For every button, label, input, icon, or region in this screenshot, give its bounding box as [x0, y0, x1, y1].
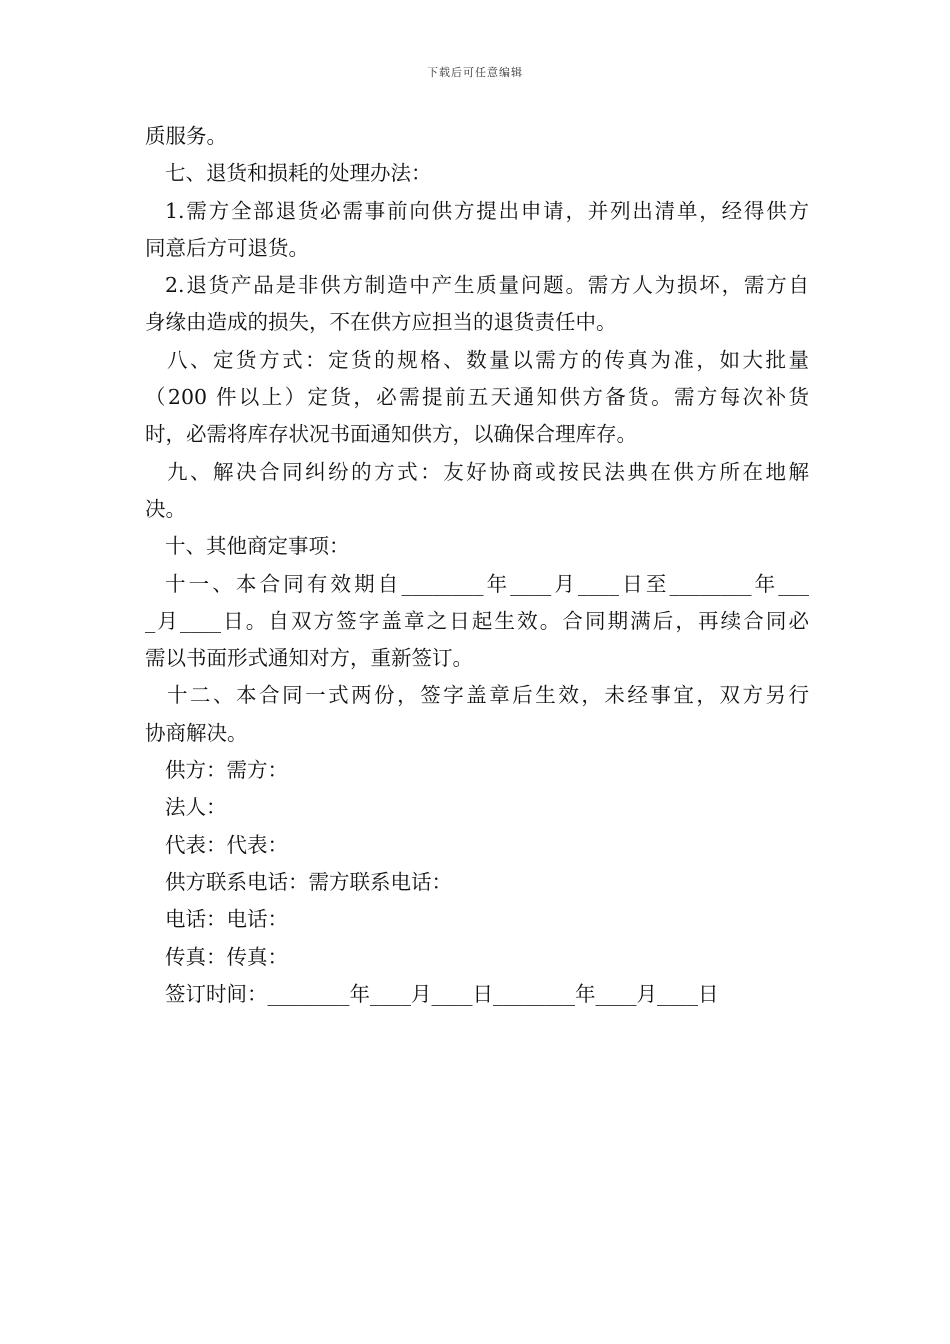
document-line: 传真：传真：: [165, 944, 288, 969]
document-line: 需以书面形式通知对方，重新签订。: [145, 646, 473, 671]
document-line: 九、解决合同纠纷的方式：友好协商或按民法典在供方所在地解: [167, 459, 809, 484]
document-line: 质服务。: [145, 124, 227, 148]
document-line: 代表：代表：: [165, 832, 288, 857]
document-line: 协商解决。: [145, 720, 248, 745]
document-line: 十、其他商定事项：: [165, 534, 350, 559]
document-line: 电话：电话：: [165, 907, 288, 932]
document-line: （200 件以上）定货，必需提前五天通知供方备货。需方每次补货: [145, 385, 809, 410]
document-line: 七、退货和损耗的处理办法：: [165, 161, 432, 186]
document-line: 1.需方全部退货必需事前向供方提出申请，并列出清单，经得供方: [165, 198, 809, 223]
page-header-note: 下载后可任意编辑: [427, 66, 523, 79]
document-line: 决。: [145, 496, 186, 521]
document-line: _月____日。自双方签字盖章之日起生效。合同期满后，再续合同必: [145, 608, 809, 633]
document-line: 同意后方可退货。: [145, 235, 309, 260]
document-line: 法人：: [165, 795, 227, 820]
document-line: 签订时间：________年____月____日________年____月____日: [165, 981, 719, 1006]
document-line: 时，必需将库存状况书面通知供方，以确保合理库存。: [145, 422, 637, 447]
document-body: [145, 118, 809, 1013]
document-line: 身缘由造成的损失，不在供方应担当的退货责任中。: [145, 310, 617, 335]
document-line: 供方联系电话：需方联系电话：: [165, 869, 452, 894]
document-line: 十二、本合同一式两份，签字盖章后生效，未经事宜，双方另行: [167, 683, 809, 708]
document-line: 2.退货产品是非供方制造中产生质量问题。需方人为损坏，需方自: [165, 273, 809, 298]
document-line: 十一、本合同有效期自________年____月____日至________年___: [165, 571, 809, 596]
document-line: 供方：需方：: [165, 758, 288, 783]
document-line: 八、定货方式：定货的规格、数量以需方的传真为准，如大批量: [167, 347, 809, 372]
